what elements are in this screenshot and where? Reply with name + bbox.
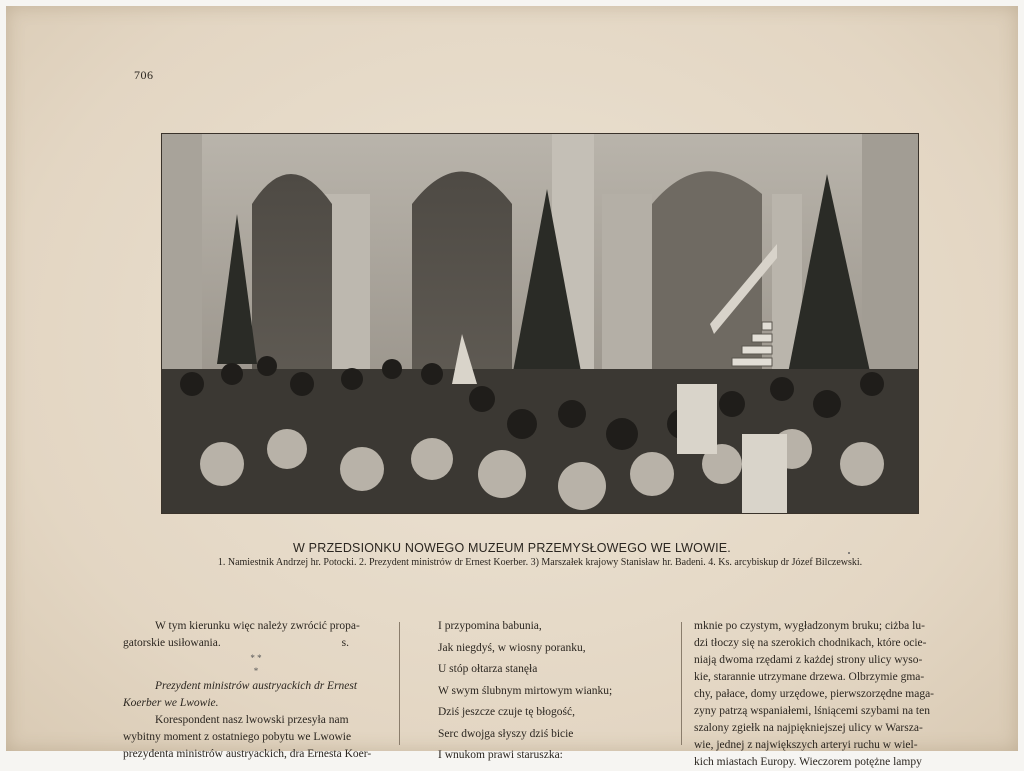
verse-line: Serc dwojga słyszy dziś bicie — [438, 727, 574, 740]
text-line: prezydenta ministrów austryackich, dra Ernesta Koer- — [123, 748, 372, 760]
verse-line: W swym ślubnym mirtowym wianku; — [438, 684, 613, 697]
article-heading-line — [123, 695, 389, 712]
column-divider — [399, 622, 400, 745]
text-line: mknie po czystym, wygładzonym bruku; ciżba lu- — [694, 620, 925, 632]
text-line: wie, jednej z największych arteryi ruchu w wiel- — [694, 739, 918, 751]
verse-line: U stóp ołtarza stanęła — [438, 663, 538, 675]
photograph-icon — [162, 134, 918, 513]
column-2-poem — [438, 618, 653, 769]
text-line: kich miastach Europy. Wieczorem potężne lampy — [694, 756, 922, 768]
text-line: wybitny moment z ostatniego pobytu we Lwowie — [123, 731, 352, 743]
verse-line: Jak niegdyś, w wiosny poranku, — [438, 641, 586, 654]
column-3 — [694, 618, 956, 771]
text-line: chy, pałace, domy urzędowe, pierwszorzędne maga- — [694, 688, 935, 700]
column-divider — [681, 622, 682, 745]
text-line: gatorskie usiłowania. — [123, 637, 221, 649]
article-heading-line — [123, 678, 389, 695]
text-line: niają dwoma rzędami z każdej strony ulicy wyso- — [694, 654, 923, 666]
text-line: dzi tłoczy się na szerokich chodnikach, które ocie- — [694, 637, 927, 649]
page-number: 706 — [134, 68, 154, 82]
text-line: W tym kierunku więc należy zwrócić propa- — [155, 620, 360, 632]
photograph — [161, 133, 919, 514]
heading-text: Prezydent ministrów austryackich dr Ernest — [155, 680, 358, 692]
heading-text: Koerber we Lwowie. — [123, 697, 219, 709]
text-line: kie, starannie utrzymane drzewa. Olbrzymie gma- — [694, 671, 925, 683]
caption-title: W PRZEDSIONKU NOWEGO MUZEUM PRZEMYSŁOWEGO WE LWOWIE. — [293, 541, 731, 555]
verse-line: I przypomina babunia, — [438, 620, 542, 632]
signature: s. — [341, 637, 349, 649]
text-line: szalony zgiełk na najpiękniejszej ulicy w Warsza- — [694, 722, 923, 734]
verse-line: I wnukom prawi staruszka: — [438, 749, 563, 761]
verse-line: Dziś jeszcze czuje tę błogość, — [438, 706, 575, 718]
print-speck — [848, 552, 850, 554]
text-line: Korespondent nasz lwowski przesyła nam — [155, 714, 349, 726]
asterism: * * * — [250, 653, 262, 676]
text-line-with-signature — [123, 635, 389, 652]
text-line: zyny patrzą wspaniałemi, lśniącemi szybami na ten — [694, 705, 930, 717]
caption-legend: 1. Namiestnik Andrzej hr. Potocki. 2. Prezydent ministrów dr Ernest Koerber. 3) Marszałek krajowy Stanisław hr. Badeni. 4. Ks. arcybiskup dr Józef Bilczewski. — [217, 557, 863, 568]
column-1 — [123, 618, 389, 763]
